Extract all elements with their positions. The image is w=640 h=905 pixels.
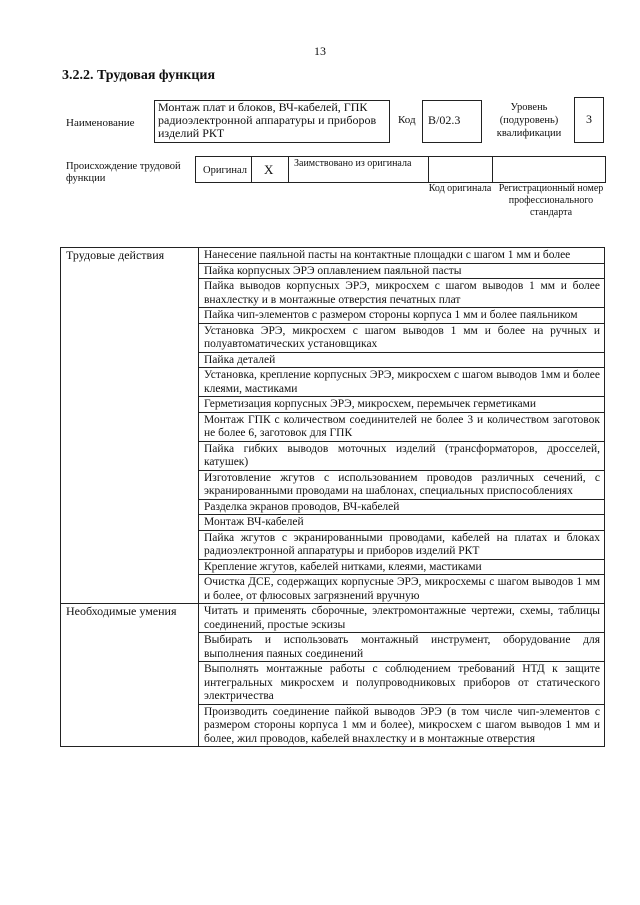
labor-action-item: Нанесение паяльной пасты на контактные площадки с шагом 1 мм и более (199, 248, 605, 264)
labor-action-item: Установка ЭРЭ, микросхем с шагом выводов 1 мм и более на ручных и полуавтоматических установщиках (199, 323, 605, 352)
code-caption: Код оригинала (428, 183, 492, 194)
labor-action-item: Пайка деталей (199, 352, 605, 368)
code-value: B/02.3 (422, 100, 482, 143)
labor-action-item: Пайка чип-элементов с размером стороны корпуса 1 мм и более паяльником (199, 308, 605, 324)
origin-row (195, 156, 606, 183)
original-mark: X (252, 157, 289, 182)
required-skill-item: Читать и применять сборочные, электромонтажные чертежи, схемы, таблицы соединений, простые эскизы (199, 604, 605, 633)
labor-action-item: Герметизация корпусных ЭРЭ, микросхем, перемычек герметиками (199, 397, 605, 413)
function-table (60, 247, 605, 747)
labor-action-item: Монтаж ГПК с количеством соединителей не более 3 и количеством заготовок не более 6, заготовок для ГПК (199, 412, 605, 441)
labor-action-item: Разделка экранов проводов, ВЧ-кабелей (199, 499, 605, 515)
labor-action-item: Пайка жгутов с экранированными проводами, кабелей на платах и блоках радиоэлектронной аппаратуры и приборов изделий РКТ (199, 530, 605, 559)
origin-label: Происхождение трудовой функции (66, 161, 181, 184)
required-skill-item: Выполнять монтажные работы с соблюдением требований НТД к защите интегральных микросхем и полупроводниковых приборов от статического электричества (199, 662, 605, 705)
labor-action-item: Пайка гибких выводов моточных изделий (трансформаторов, дросселей, катушек) (199, 441, 605, 470)
original-label: Оригинал (196, 157, 252, 182)
code-label: Код (398, 114, 416, 126)
original-code-cell (429, 157, 493, 182)
name-value: Монтаж плат и блоков, ВЧ-кабелей, ГПК радиоэлектронной аппаратуры и приборов изделий РКТ (154, 100, 390, 143)
name-label: Наименование (66, 117, 135, 129)
reg-number-cell (493, 157, 605, 182)
page-number: 13 (314, 44, 326, 58)
labor-action-item: Крепление жгутов, кабелей нитками, клеями, мастиками (199, 559, 605, 575)
required-skill-row (61, 604, 605, 633)
required-skill-item: Производить соединение пайкой выводов ЭРЭ (в том числе чип-элементов с размером стороны корпуса 1 мм и более), микросхем с шагом выводов 1 мм и более, жил проводов, кабелей внахлестку и в монтажные отверстия (199, 704, 605, 747)
labor-action-label: Трудовые действия (61, 248, 199, 604)
labor-action-row (61, 248, 605, 264)
required-skill-item: Выбирать и использовать монтажный инструмент, оборудование для выполнения паяных соединений (199, 633, 605, 662)
labor-action-item: Монтаж ВЧ-кабелей (199, 515, 605, 531)
level-value: 3 (574, 97, 604, 143)
section-title: 3.2.2. Трудовая функция (62, 68, 216, 83)
labor-action-item: Пайка выводов корпусных ЭРЭ, микросхем с шагом выводов 1 мм и более внахлестку и в монтажные отверстия печатных плат (199, 279, 605, 308)
borrowed-label: Заимствовано из оригинала (289, 157, 429, 182)
level-label: Уровень (подуровень) квалификации (496, 102, 562, 139)
required-skill-label: Необходимые умения (61, 604, 199, 747)
labor-action-item: Изготовление жгутов с использованием проводов различных сечений, с экранированными проводами на шаблонах, специальных приспособлениях (199, 470, 605, 499)
reg-caption: Регистрационный номер профессионального стандарта (498, 183, 604, 218)
labor-action-item: Установка, крепление корпусных ЭРЭ, микросхем с шагом выводов 1мм и более клеями, мастиками (199, 368, 605, 397)
labor-action-item: Очистка ДСЕ, содержащих корпусные ЭРЭ, микросхемы с шагом выводов 1 мм и более, от флюсовых загрязнений вручную (199, 575, 605, 604)
labor-action-item: Пайка корпусных ЭРЭ оплавлением паяльной пасты (199, 263, 605, 279)
